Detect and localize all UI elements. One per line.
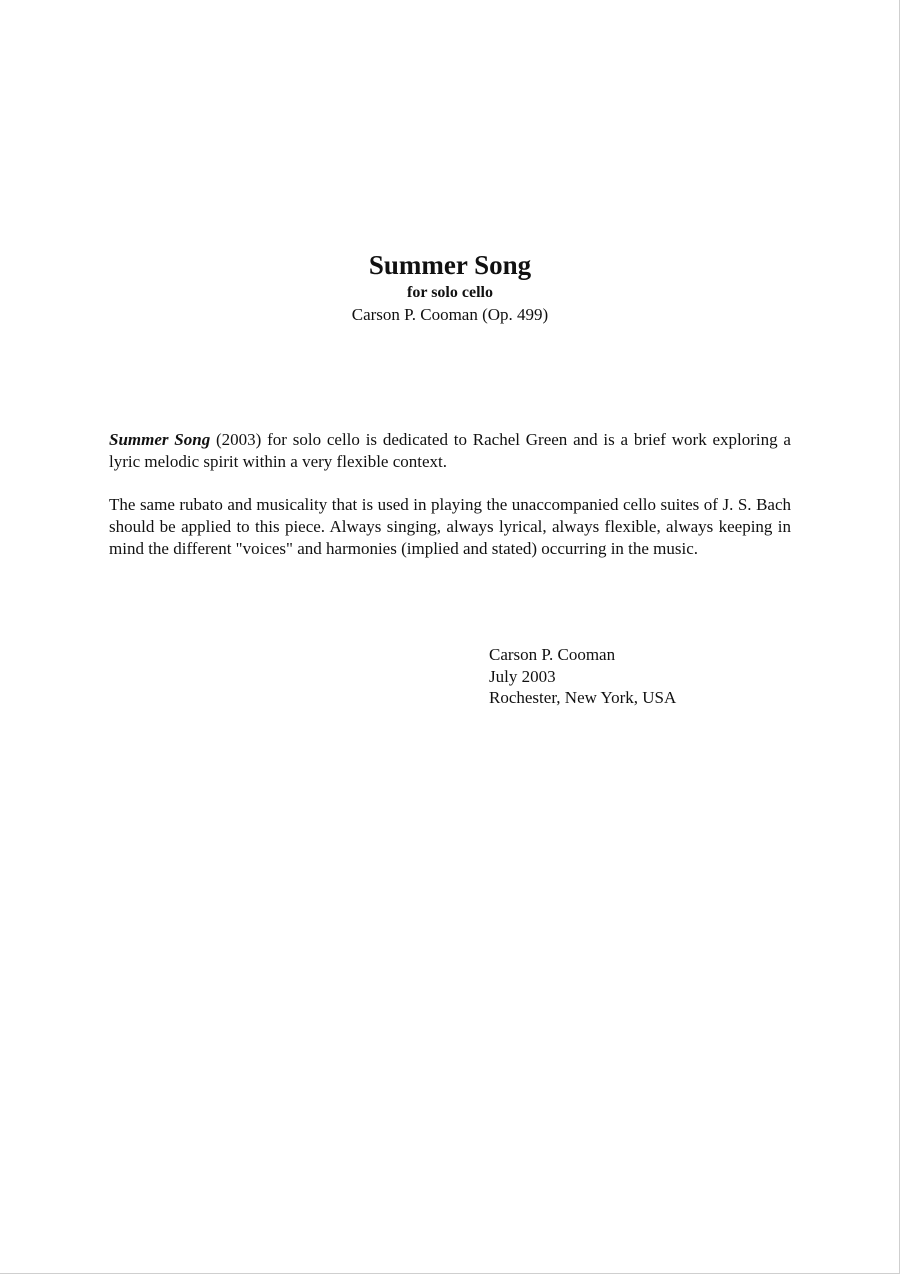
signature-place: Rochester, New York, USA	[489, 688, 677, 707]
paragraph-1	[109, 429, 791, 473]
work-title: Summer Song	[109, 430, 211, 449]
signature-block	[489, 644, 676, 709]
paragraph-1-text: (2003) for solo cello is dedicated to Rachel Green and is a brief work exploring a lyric melodic spirit within a very flexible context.	[109, 430, 791, 471]
program-notes	[109, 429, 791, 581]
signature-date: July 2003	[489, 666, 556, 686]
paragraph-2: The same rubato and musicality that is used in playing the unaccompanied cello suites of J. S. Bach should be applied to this piece. Always singing, always lyrical, always flexible, always keeping in mind the different "voices" and harmonies (implied and stated) occurring in the music.	[109, 495, 791, 558]
subtitle: for solo cello	[407, 284, 493, 301]
signature-name: Carson P. Cooman	[489, 645, 616, 664]
composer-line: Carson P. Cooman (Op. 499)	[351, 305, 549, 324]
page-title: Summer Song	[368, 250, 532, 280]
title-block	[0, 248, 900, 326]
